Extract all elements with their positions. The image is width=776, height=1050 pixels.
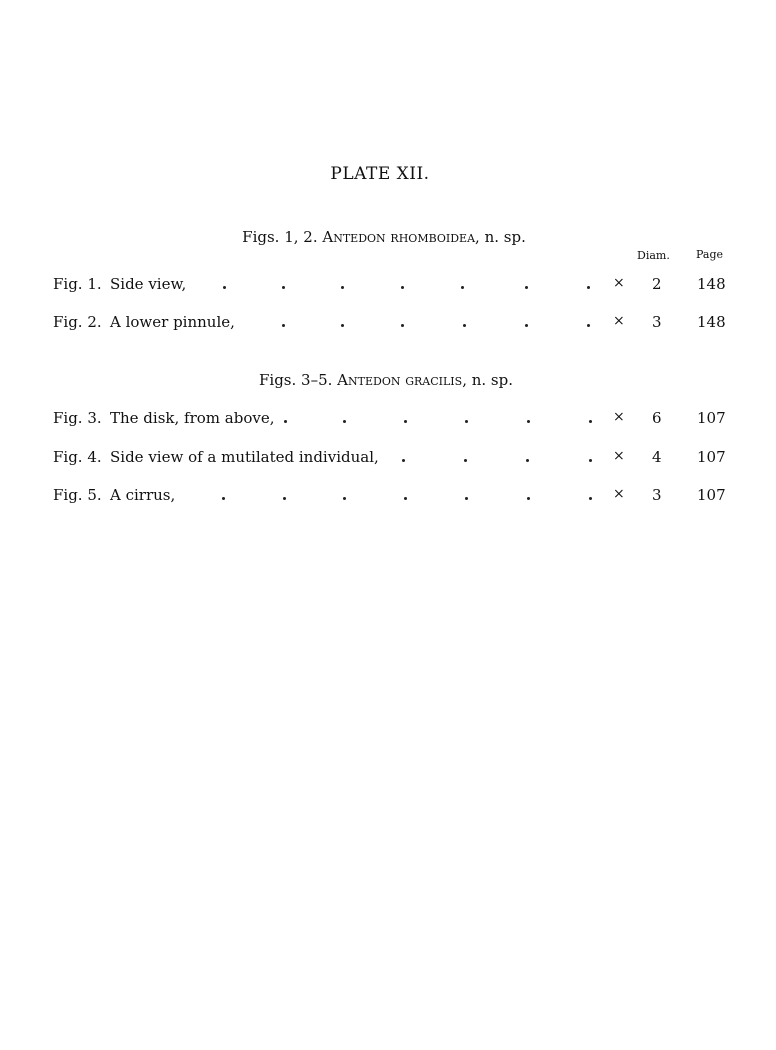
leader-dot [402,459,405,462]
figure-number: Fig. 4. [53,448,102,466]
figure-number: Fig. 1. [53,275,102,293]
leader-dot [282,324,285,327]
leader-dot [589,497,592,500]
leader-dot [527,497,530,500]
diam-column-header: Diam. [637,249,670,262]
leader-dot [343,497,346,500]
diameter-value: 4 [652,448,662,466]
leader-dot [527,420,530,423]
leader-dot [401,286,404,289]
page-number: 107 [697,448,726,466]
leader-dot [525,324,528,327]
plate-title: PLATE XII. [330,164,430,184]
leader-dot [341,286,344,289]
leader-dot [464,459,467,462]
leader-dot [222,497,225,500]
figure-number: Fig. 2. [53,313,102,331]
species-name: Antedon rhomboidea [322,228,476,246]
diameter-value: 3 [652,313,662,331]
leader-dot [463,324,466,327]
times-sign: × [613,448,625,464]
figure-description: A cirrus, [110,486,176,504]
group-heading-2 [0,371,772,389]
figure-description: The disk, from above, [110,409,275,427]
leader-dot [283,497,286,500]
leader-dot [404,420,407,423]
species-name: Antedon gracilis [337,371,463,389]
leader-dot [589,459,592,462]
leader-dot [587,324,590,327]
figure-description: Side view of a mutilated individual, [110,448,379,466]
page-number: 148 [697,275,726,293]
times-sign: × [613,313,625,329]
figure-description: Side view, [110,275,187,293]
leader-dot [401,324,404,327]
leader-dot [589,420,592,423]
times-sign: × [613,486,625,502]
page-number: 148 [697,313,726,331]
figure-row [0,486,776,508]
leader-dot [461,286,464,289]
leader-dot [343,420,346,423]
figure-description: A lower pinnule, [110,313,235,331]
page-number: 107 [697,409,726,427]
group-heading-1 [0,228,768,246]
group-heading-prefix: Figs. 1, 2. [242,228,318,246]
figure-row [0,448,776,470]
times-sign: × [613,275,625,291]
group-heading-suffix: , n. sp. [475,228,526,246]
diameter-value: 6 [652,409,662,427]
group-heading-prefix: Figs. 3–5. [258,371,333,389]
page-number: 107 [697,486,726,504]
page-column-header: Page [696,248,724,261]
figure-number: Fig. 5. [53,486,102,504]
diameter-value: 3 [652,486,662,504]
leader-dot [341,324,344,327]
leader-dot [525,286,528,289]
figure-row [0,313,776,335]
figure-row [0,409,776,431]
leader-dot [404,497,407,500]
leader-dot [465,497,468,500]
leader-dot [284,420,287,423]
leader-dot [526,459,529,462]
times-sign: × [613,409,625,425]
leader-dot [587,286,590,289]
leader-dot [282,286,285,289]
figure-number: Fig. 3. [53,409,102,427]
group-heading-suffix: , n. sp. [462,371,513,389]
leader-dot [465,420,468,423]
figure-row [0,275,776,297]
diameter-value: 2 [652,275,662,293]
leader-dot [223,286,226,289]
